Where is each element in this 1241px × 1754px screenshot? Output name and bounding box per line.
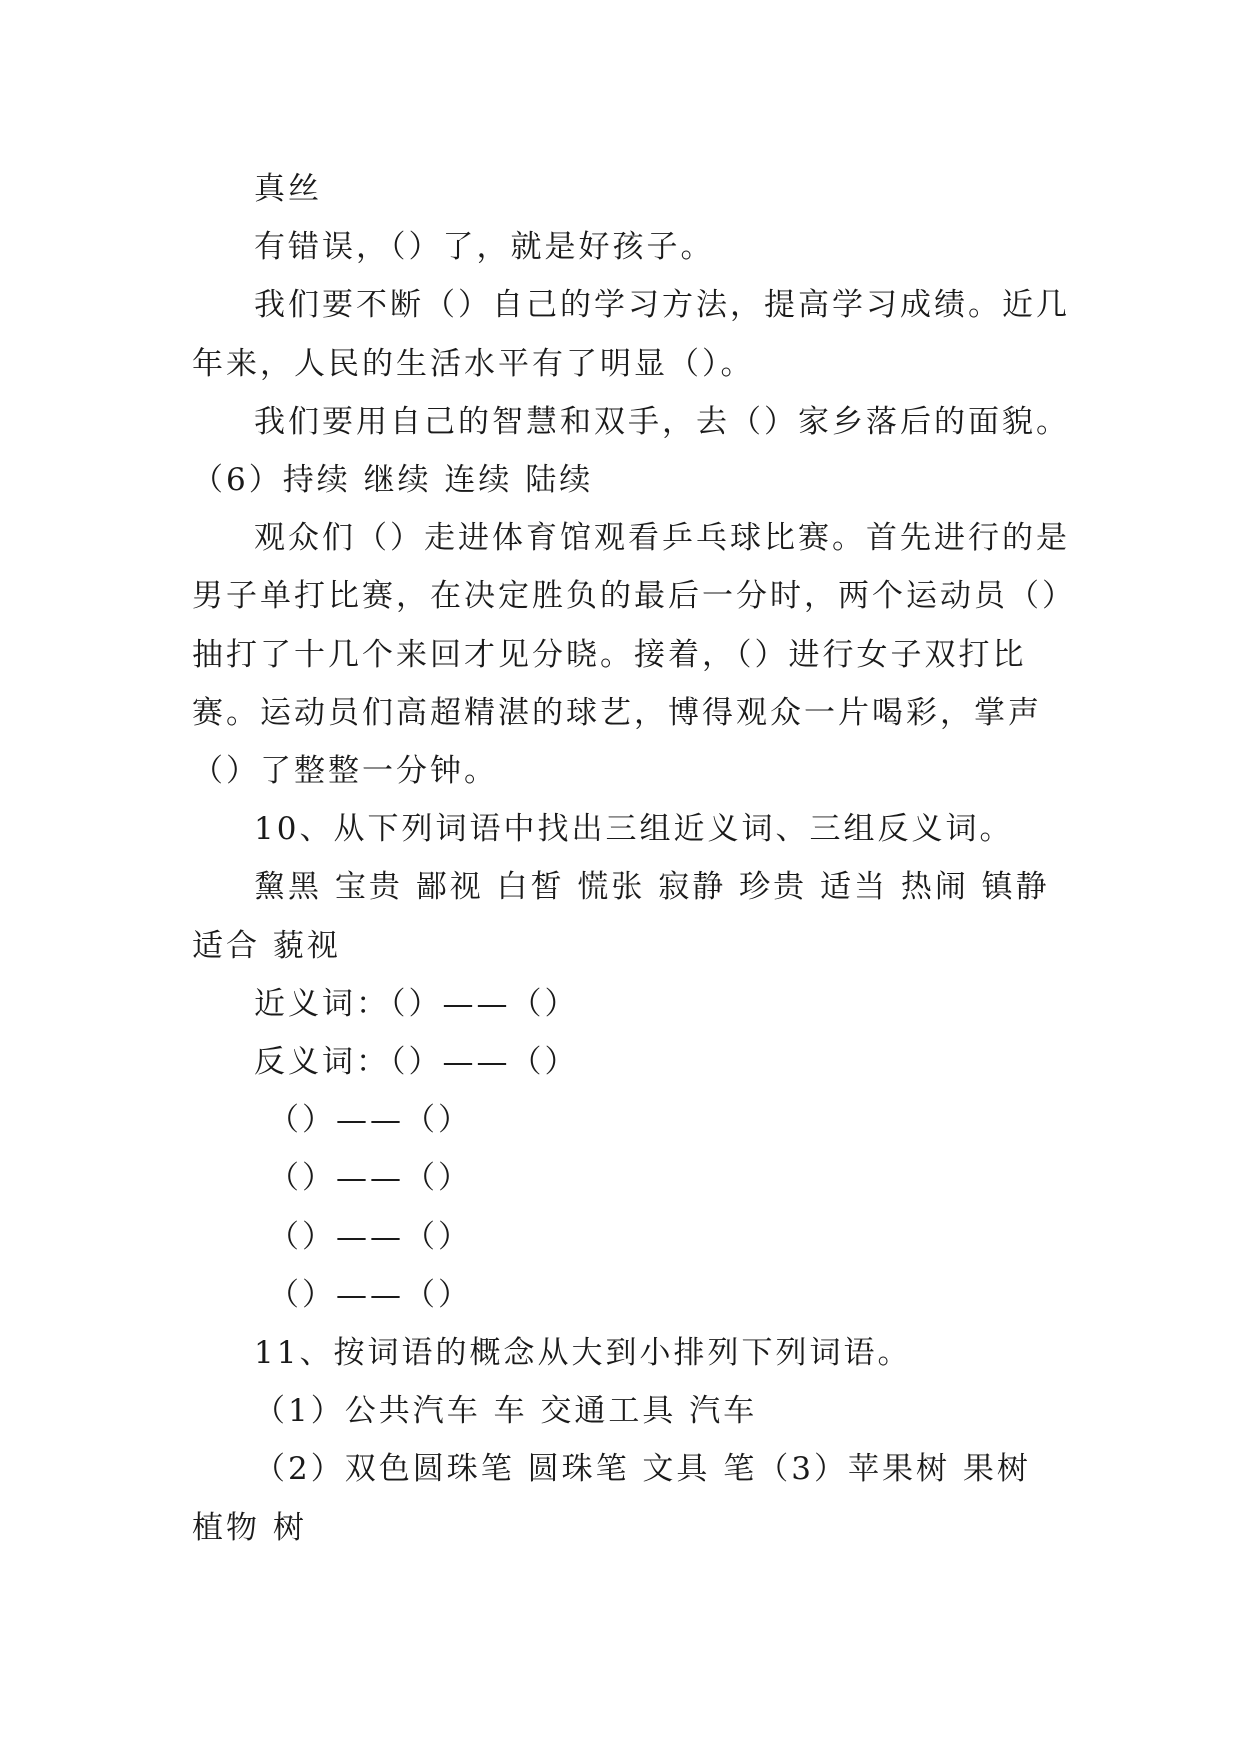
document-body (192, 160, 1072, 1557)
word-list: （2）双色圆珠笔 圆珠笔 文具 笔（3）苹果树 果树 植物 树 (192, 1451, 1031, 1546)
paragraph-text: 我们要不断（）自己的学习方法，提高学习成绩。近几年来，人民的生活水平有了明显（）。 (192, 287, 1070, 382)
paragraph-text: 真丝 (254, 171, 322, 207)
word-list: 黧黑 宝贵 鄙视 白皙 慌张 寂静 珍贵 适当 热闹 镇静 适合 藐视 (192, 869, 1050, 964)
question-heading: 11、按词语的概念从大到小排列下列词语。 (254, 1335, 912, 1372)
answer-line: （）——（） (268, 1102, 472, 1139)
answer-line: （）——（） (268, 1160, 472, 1197)
paragraph-text: 观众们（）走进体育馆观看乒乓球比赛。首先进行的是男子单打比赛，在决定胜负的最后一分时，两个运动员（）抽打了十几个来回才见分晓。接着，（）进行女子双打比赛。运动员们高超精湛的球艺，博得观众一片喝彩，掌声（）了整整一分钟。 (192, 520, 1070, 790)
question-heading: 10、从下列词语中找出三组近义词、三组反义词。 (254, 811, 1014, 848)
paragraph-text: 我们要用自己的智慧和双手，去（）家乡落后的面貌。 (254, 403, 1070, 440)
paragraph-text: 有错误，（）了，就是好孩子。 (254, 229, 715, 266)
answer-line: 近义词：（）——（） (254, 985, 579, 1022)
answer-line: （）——（） (268, 1218, 472, 1255)
word-list: （1）公共汽车 车 交通工具 汽车 (254, 1393, 758, 1430)
answer-line: （）——（） (268, 1276, 472, 1313)
answer-line: 反义词：（）——（） (254, 1044, 579, 1081)
paragraph-text: （6）持续 继续 连续 陆续 (192, 462, 594, 499)
